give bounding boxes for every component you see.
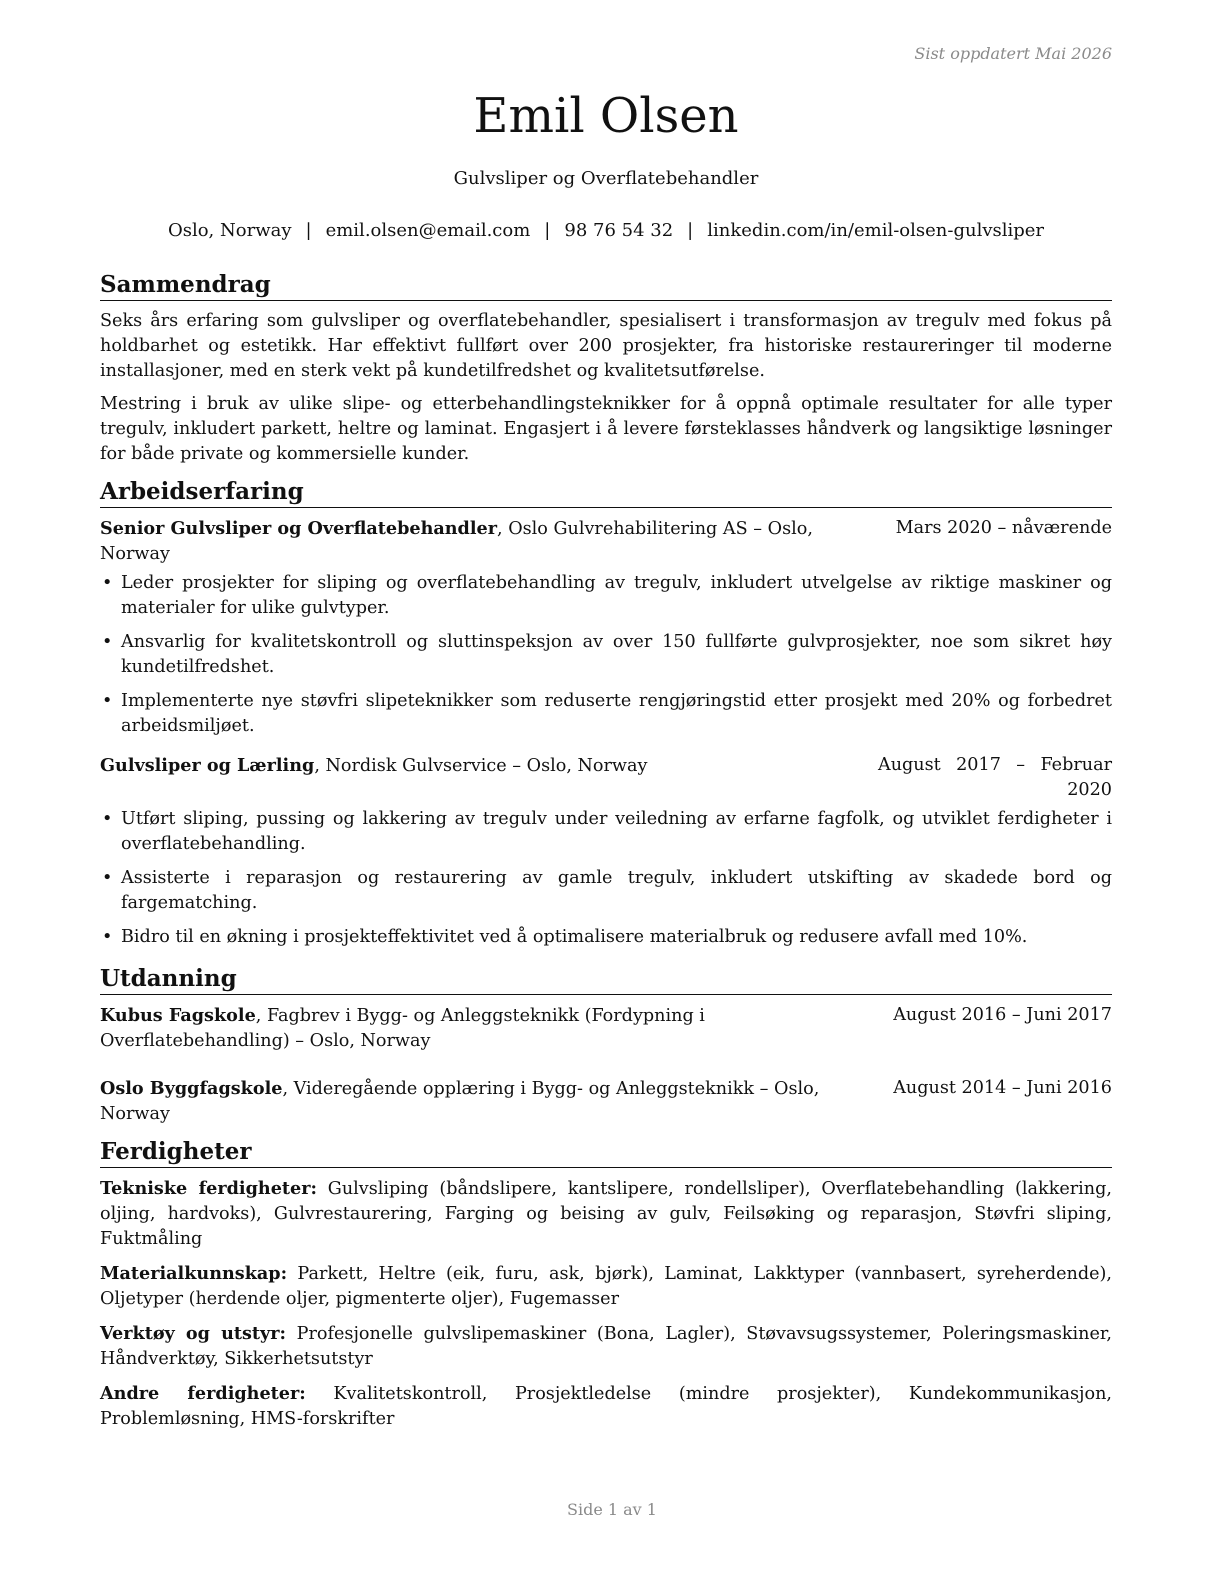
skill-label: Materialkunnskap:: [100, 1263, 288, 1284]
experience-section: [100, 477, 1112, 950]
resume-content: [100, 270, 1112, 1442]
skill-group: [100, 1321, 1112, 1372]
job-role: Gulvsliper og Lærling: [100, 755, 315, 776]
education-line: [100, 1076, 873, 1127]
school-name: Oslo Byggfagskole: [100, 1078, 283, 1099]
skill-text: Kvalitetskontroll, Prosjektledelse (mindre prosjekter), Kundekommunikasjon, Problemløsning, HMS-forskrifter: [100, 1384, 1112, 1429]
contact-linkedin[interactable]: linkedin.com/in/emil-olsen-gulvsliper: [707, 220, 1045, 241]
bullet-text: Assisterte i reparasjon og restaurering av gamle tregulv, inkludert utskifting av skadede bord og fargematching.: [121, 868, 1112, 913]
education-details: , Fagbrev i Bygg- og Anleggsteknikk (Fordypning i Overflatebehandling) – Oslo, Norway: [100, 1006, 705, 1051]
summary-section: [100, 270, 1112, 467]
bullet-icon: •: [102, 632, 113, 652]
list-item: [100, 630, 1112, 680]
education-dates: August 2014 – Juni 2016: [893, 1078, 1112, 1098]
bullet-text: Utført sliping, pussing og lakkering av tregulv under veiledning av erfarne fagfolk, og utviklet ferdigheter i overflatebehandling.: [121, 809, 1112, 854]
contact-email[interactable]: emil.olsen@email.com: [325, 220, 531, 241]
job-dates: August 2017 – Februar 2020: [878, 755, 1112, 800]
education-line: [100, 1003, 873, 1054]
job-title: Gulvsliper og Overflatebehandler: [453, 168, 759, 189]
contact-separator: |: [305, 220, 312, 241]
job-bullets: [100, 571, 1112, 739]
skill-text: Parkett, Heltre (eik, furu, ask, bjørk), Laminat, Lakktyper (vannbasert, syreherdende), Oljetyper (herdende oljer, pigmenterte oljer), Fugemasser: [100, 1264, 1112, 1309]
person-name: Emil Olsen: [473, 88, 739, 144]
contact-phone[interactable]: 98 76 54 32: [564, 220, 674, 241]
skill-group: [100, 1176, 1112, 1252]
job-title-line: [100, 516, 876, 567]
bullet-icon: •: [102, 573, 113, 593]
summary-paragraph: Seks års erfaring som gulvsliper og overflatebehandler, spesialisert i transformasjon av tregulv med fokus på holdbarhet og estetikk. Har effektivt fullført over 200 prosjekter, fra historiske restaureringer til moderne installasjoner, med en sterk vekt på kundetilfredshet og kvalitetsutførelse.: [100, 311, 1112, 381]
bullet-text: Implementerte nye støvfri slipeteknikker som reduserte rengjøringstid etter prosjekt med 20% og forbedret arbeidsmiljøet.: [121, 691, 1112, 736]
section-heading-education: Utdanning: [100, 964, 1112, 995]
list-item: [100, 689, 1112, 739]
skill-group: [100, 1381, 1112, 1432]
bullet-icon: •: [102, 809, 113, 829]
section-heading-summary: Sammendrag: [100, 270, 1112, 301]
education-details: , Videregående opplæring i Bygg- og Anleggsteknikk – Oslo, Norway: [100, 1079, 820, 1124]
section-heading-skills: Ferdigheter: [100, 1137, 1112, 1168]
job-role: Senior Gulvsliper og Overflatebehandler: [100, 518, 498, 539]
school-name: Kubus Fagskole: [100, 1005, 256, 1026]
education-section: [100, 964, 1112, 1127]
list-item: [100, 807, 1112, 857]
list-item: [100, 925, 1112, 950]
list-item: [100, 571, 1112, 621]
contact-separator: |: [687, 220, 694, 241]
skills-section: [100, 1137, 1112, 1432]
skill-label: Andre ferdigheter:: [100, 1383, 306, 1404]
contact-line: [100, 218, 1112, 244]
contact-location: Oslo, Norway: [167, 220, 292, 241]
contact-separator: |: [544, 220, 551, 241]
bullet-text: Ansvarlig for kvalitetskontroll og sluttinspeksjon av over 150 fullførte gulvprosjekter, noe som sikret høy kundetilfredshet.: [121, 632, 1112, 677]
bullet-icon: •: [102, 868, 113, 888]
summary-paragraph: Mestring i bruk av ulike slipe- og etterbehandlingsteknikker for å oppnå optimale resultater for alle typer tregulv, inkludert parkett, heltre og laminat. Engasjert i å levere førsteklasses håndverk og langsiktige løsninger for både private og kommersielle kunder.: [100, 394, 1112, 464]
education-entry: [100, 1076, 1112, 1127]
job-entry-header: [100, 753, 1112, 803]
list-item: [100, 866, 1112, 916]
skill-label: Verktøy og utstyr:: [100, 1323, 287, 1344]
section-heading-experience: Arbeidserfaring: [100, 477, 1112, 508]
bullet-icon: •: [102, 691, 113, 711]
job-title-line: [100, 753, 878, 779]
education-entry: [100, 1003, 1112, 1054]
skill-label: Tekniske ferdigheter:: [100, 1178, 317, 1199]
skill-group: [100, 1261, 1112, 1312]
education-dates: August 2016 – Juni 2017: [893, 1005, 1112, 1025]
bullet-icon: •: [102, 927, 113, 947]
last-updated: Sist oppdatert Mai 2026: [914, 44, 1112, 63]
job-employer: , Nordisk Gulvservice – Oslo, Norway: [314, 756, 648, 776]
skill-text: Gulvsliping (båndslipere, kantslipere, rondellsliper), Overflatebehandling (lakkering, oljing, hardvoks), Gulvrestaurering, Farging og beising av gulv, Feilsøking og reparasjon, Støvfri sliping, Fuktmåling: [100, 1179, 1112, 1249]
bullet-text: Leder prosjekter for sliping og overflatebehandling av tregulv, inkludert utvelgelse av riktige maskiner og materialer for ulike gulvtyper.: [121, 573, 1112, 618]
skill-text: Profesjonelle gulvslipemaskiner (Bona, Lagler), Støvavsugssystemer, Poleringsmaskiner, Håndverktøy, Sikkerhetsutstyr: [100, 1324, 1112, 1369]
job-entry-header: [100, 516, 1112, 567]
job-bullets: [100, 807, 1112, 950]
job-dates: Mars 2020 – nåværende: [895, 518, 1112, 538]
job-employer: , Oslo Gulvrehabilitering AS – Oslo, Norway: [100, 519, 813, 564]
bullet-text: Bidro til en økning i prosjekteffektivitet ved å optimalisere materialbruk og redusere avfall med 10%.: [121, 927, 1028, 947]
page-number: Side 1 av 1: [567, 1500, 657, 1519]
